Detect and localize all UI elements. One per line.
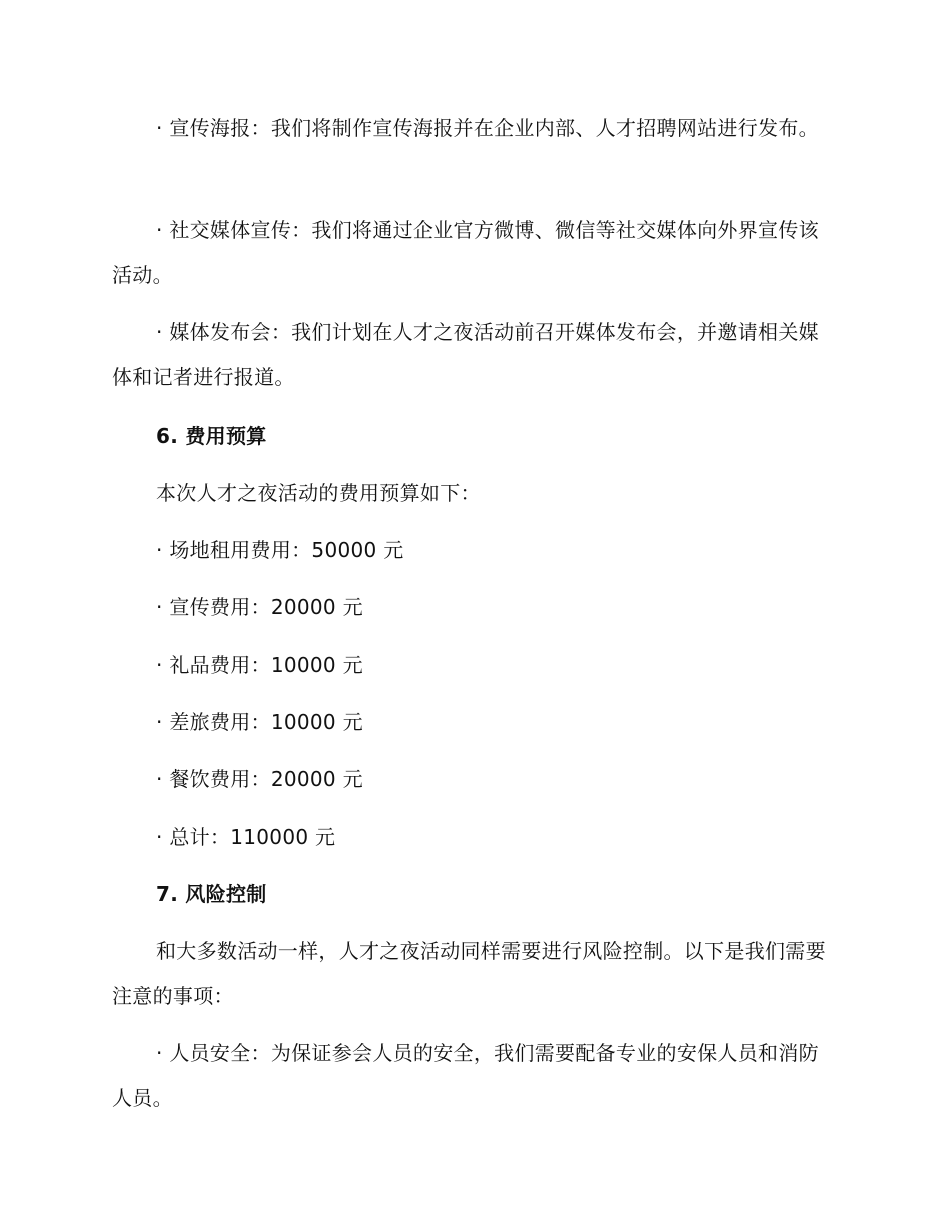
budget-item-travel: · 差旅费用：10000 元 (156, 710, 363, 734)
section-6-heading: 6. 费用预算 (156, 424, 267, 448)
paragraph-press-conference: · 媒体发布会：我们计划在人才之夜活动前召开媒体发布会，并邀请相关媒体和记者进行报道。 (112, 320, 819, 389)
section-6-intro: 本次人才之夜活动的费用预算如下： (156, 481, 481, 505)
risk-item-personnel-safety: · 人员安全：为保证参会人员的安全，我们需要配备专业的安保人员和消防人员。 (112, 1041, 819, 1110)
section-7-intro: 和大多数活动一样，人才之夜活动同样需要进行风险控制。以下是我们需要注意的事项： (112, 939, 826, 1008)
budget-item-promotion: · 宣传费用：20000 元 (156, 595, 363, 619)
paragraph-social-media: · 社交媒体宣传：我们将通过企业官方微博、微信等社交媒体向外界宣传该活动。 (112, 218, 819, 287)
budget-item-venue: · 场地租用费用：50000 元 (156, 538, 404, 562)
section-7-heading: 7. 风险控制 (156, 882, 267, 906)
budget-item-total: · 总计：110000 元 (156, 825, 336, 849)
paragraph-promo-poster: · 宣传海报：我们将制作宣传海报并在企业内部、人才招聘网站进行发布。 (156, 116, 819, 140)
budget-item-gifts: · 礼品费用：10000 元 (156, 653, 363, 677)
budget-item-catering: · 餐饮费用：20000 元 (156, 767, 363, 791)
